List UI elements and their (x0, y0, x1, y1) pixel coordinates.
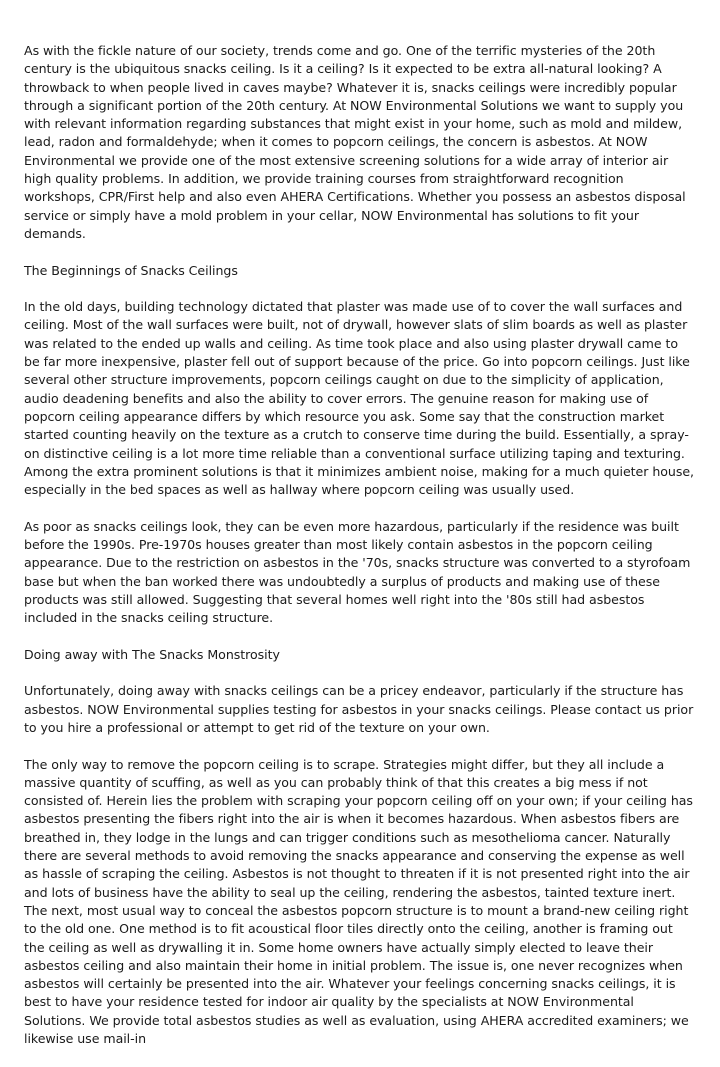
article-body (24, 42, 696, 1067)
section-heading-beginnings: The Beginnings of Snacks Ceilings (24, 262, 238, 278)
history-paragraph: In the old days, building technology dictated that plaster was made use of to cover the wall surfaces and ceiling. Most of the wall surfaces were built, not of drywall, however slats of slim boards as well as plaster was related to the ended up walls and ceiling. As time took place and also using plaster drywall came to be far more inexpensive, plaster fell out of support because of the price. Go into popcorn ceilings. Just like several other structure improvements, popcorn ceilings caught on due to the simplicity of application, audio deadening benefits and also the ability to cover errors. The genuine reason for making use of popcorn ceiling appearance differs by which resource you ask. Some say that the construction market started counting heavily on the texture as a crutch to conserve time during the build. Essentially, a spray-on distinctive ceiling is a lot more time reliable than a conventional surface utilizing taping and texturing. Among the extra prominent solutions is that it minimizes ambient noise, making for a much quieter house, especially in the bed spaces as well as hallway where popcorn ceiling was usually used. (24, 299, 695, 498)
section-heading-removal: Doing away with The Snacks Monstrosity (24, 646, 280, 662)
removal-paragraph: The only way to remove the popcorn ceiling is to scrape. Strategies might differ, but they all include a massive quantity of scuffing, as well as you can probably think of that this creates a big mess if not consisted of. Herein lies the problem with scraping your popcorn ceiling off on your own; if your ceiling has asbestos presenting the fibers right into the air is when it becomes hazardous. When asbestos fibers are breathed in, they lodge in the lungs and can trigger conditions such as mesothelioma cancer. Naturally there are several methods to avoid removing the snacks appearance and conserving the expense as well as hassle of scraping the ceiling. Asbestos is not thought to threaten if it is not presented right into the air and lots of business have the ability to seal up the ceiling, rendering the asbestos, tainted texture inert. The next, most usual way to conceal the asbestos popcorn structure is to mount a brand-new ceiling right to the old one. One method is to fit acoustical floor tiles directly onto the ceiling, another is framing out the ceiling as well as drywalling it in. Some home owners have actually simply elected to leave their asbestos ceiling and also maintain their home in initial problem. The issue is, one never recognizes when asbestos will certainly be presented into the air. Whatever your feelings concerning snacks ceilings, it is best to have your residence tested for indoor air quality by the specialists at NOW Environmental Solutions. We provide total asbestos studies as well as evaluation, using AHERA accredited examiners; we likewise use mail-in (24, 756, 693, 1047)
hazard-paragraph: As poor as snacks ceilings look, they can be even more hazardous, particularly if the residence was built before the 1990s. Pre-1970s houses greater than most likely contain asbestos in the popcorn ceiling appearance. Due to the restriction on asbestos in the '70s, snacks structure was converted to a styrofoam base but when the ban worked there was undoubtedly a surplus of products and making use of these products was still allowed. Suggesting that several homes well right into the '80s still had asbestos included in the snacks ceiling structure. (24, 518, 691, 626)
intro-paragraph: As with the fickle nature of our society, trends come and go. One of the terrific mysteries of the 20th century is the ubiquitous snacks ceiling. Is it a ceiling? Is it expected to be extra all-natural looking? A throwback to when people lived in caves maybe? Whatever it is, snacks ceilings were incredibly popular through a significant portion of the 20th century. At NOW Environmental Solutions we want to supply you with relevant information regarding substances that might exist in your home, such as mold and mildew, lead, radon and formaldehyde; when it comes to popcorn ceilings, the concern is asbestos. At NOW Environmental we provide one of the most extensive screening solutions for a wide array of interior air high quality problems. In addition, we provide training courses from straightforward recognition workshops, CPR/First help and also even AHERA Certifications. Whether you possess an asbestos disposal service or simply have a mold problem in your cellar, NOW Environmental has solutions to fit your demands. (24, 43, 686, 241)
testing-paragraph: Unfortunately, doing away with snacks ceilings can be a pricey endeavor, particularly if the structure has asbestos. NOW Environmental supplies testing for asbestos in your snacks ceilings. Please contact us prior to you hire a professional or attempt to get rid of the texture on your own. (24, 683, 694, 735)
